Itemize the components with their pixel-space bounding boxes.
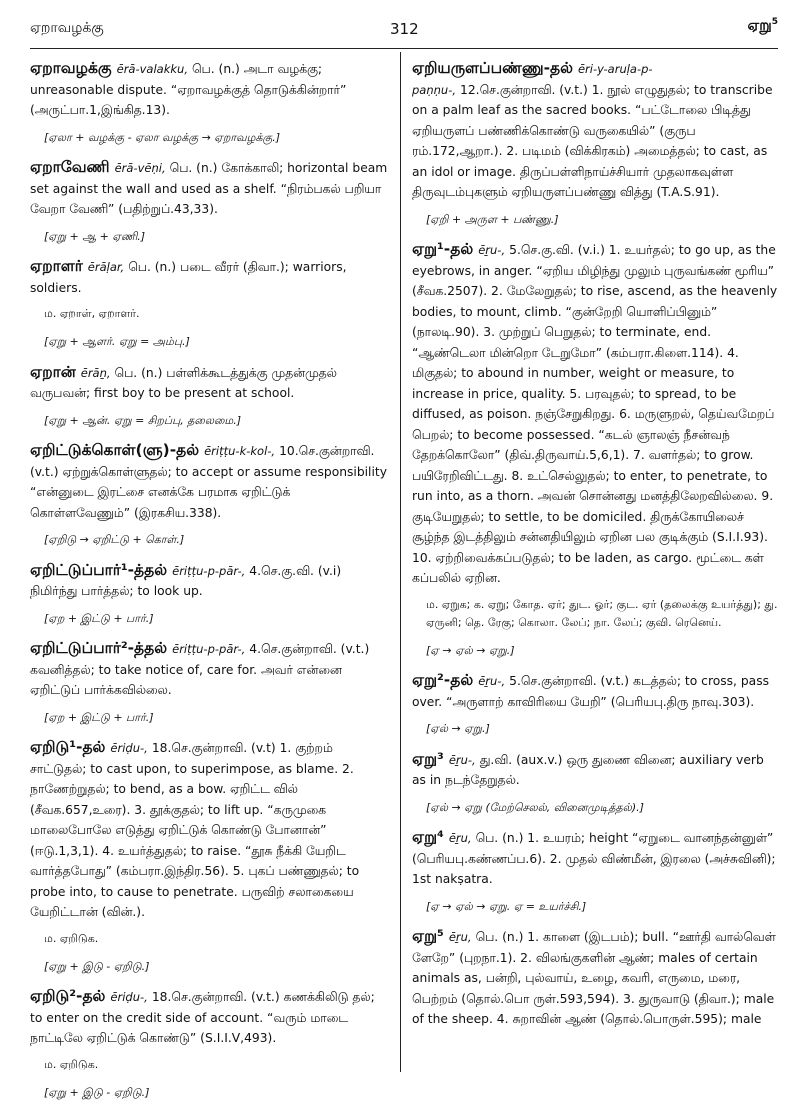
dictionary-entry bbox=[30, 986, 388, 1049]
transliteration: ērā-vēṇi, bbox=[114, 161, 166, 175]
dictionary-entry bbox=[412, 827, 778, 890]
entry-block bbox=[412, 749, 778, 819]
cognates: ம. ஏறிடுக. bbox=[44, 1057, 99, 1071]
dictionary-entry bbox=[30, 256, 388, 298]
dictionary-entry bbox=[30, 362, 388, 404]
page-header bbox=[30, 12, 778, 46]
definition: பெ. (n.) பள்ளிக்கூடத்துக்கு முதன்முதல் வருபவன்; first boy to be present at school. bbox=[30, 365, 337, 400]
transliteration: ērāḷar, bbox=[87, 260, 125, 274]
headword: ஏறு⁴ bbox=[412, 828, 444, 846]
header-rule bbox=[30, 48, 778, 49]
cognates: ம. ஏறிடுக. bbox=[44, 931, 99, 945]
entry-block bbox=[30, 362, 388, 432]
transliteration: ēṟu, bbox=[448, 930, 472, 944]
left-column bbox=[30, 58, 388, 1112]
entry-block bbox=[30, 560, 388, 630]
column-divider bbox=[400, 52, 401, 1072]
entry-block bbox=[412, 58, 778, 230]
headword: ஏறிடு¹-தல் bbox=[30, 738, 106, 756]
etymology: [ஏ → ஏல் → ஏறு. ஏ = உயர்ச்சி.] bbox=[426, 899, 587, 913]
entry-block bbox=[30, 157, 388, 247]
etymology: [ஏ → ஏல் → ஏறு.] bbox=[426, 643, 515, 657]
etymology: [ஏறி + அருள + பண்ணு.] bbox=[426, 212, 559, 226]
headword: ஏறாவேணி bbox=[30, 158, 110, 176]
right-guide-word bbox=[748, 16, 778, 36]
etymology: [ஏறு + ஆளர். ஏறு = அம்பு.] bbox=[44, 335, 190, 348]
definition: 5.செ.கு.வி. (v.i.) 1. உயர்தல்; to go up, as the eyebrows, in anger. “ஏறிய மிழிந்து முலும் புருவங்கண் மூரிய” (சீவக.2507). 2. மேலேறுதல்; to rise, ascend, as the heavenly bodies, to mount, climb. “குன்றேறி யொளிப்பினும்” (நாலடி.90). 3. முற்றுப் பெறுதல்; to terminate, end. “ஆண்டெலா மின்றொ டேறுமோ” (கம்பரா.கிளை.114). 4. மிகுதல்; to abound in number, weight or measure, to increase in price, quality. 5. பரவுதல்; to spread, to be diffused, as poison. நஞ்சேறுகிறது. 6. மருளுறல், தெய்வமேறப் பெறல்; to become possessed. “கடல் ஞாலஞ் நீசன்வந் தேறக்கொலோ” (திவ்.திருவாய்.5,6,1). 7. வளர்தல்; to grow. பயிரேறிவிட்டது. 8. உட்செல்லுதல்; to enter, to penetrate, to run into, as a thorn. அவன் சொன்னது மனத்திலேறவில்லை. 9. குடியேறுதல்; to settle, to be domiciled. திருக்கோயிலைச் சூழ்ந்த இடத்திலும் சன்னதியிலும் ஏறின பல குடிக்கும் (S.I.I.93). 10. ஏற்றிவைக்கப்படுதல்; to be laden, as cargo. மூட்டை கள் கப்பலில் ஏறின. bbox=[412, 243, 778, 585]
definition: 18.செ.குன்றாவி. (v.t.) கணக்கிலிடு தல்; to enter on the credit side of account. “வரும் மாடை நாட்டிலே ஏறிட்டுக் கொண்டு” (S.I.I.V,493). bbox=[30, 990, 375, 1045]
transliteration: ēṟu-, bbox=[478, 243, 506, 257]
cognates: ம. ஏறாள், ஏறாளர். bbox=[44, 307, 140, 320]
etymology: [ஏற + இட்டு + பார்.] bbox=[44, 611, 154, 625]
headword: ஏறு¹-தல் bbox=[412, 240, 474, 258]
definition: பெ. (n.) படை வீரர் (திவா.); warriors, soldiers. bbox=[30, 260, 347, 295]
transliteration: ēṟu, bbox=[448, 831, 472, 845]
right-guide-text: ஏறு bbox=[747, 16, 772, 34]
etymology: [ஏறிடு → ஏறிட்டு + கொள்.] bbox=[44, 533, 185, 546]
transliteration: ērāṉ, bbox=[80, 365, 111, 380]
dictionary-entry bbox=[30, 638, 388, 701]
headword: ஏறு²-தல் bbox=[412, 671, 474, 689]
transliteration: ērā-valakku, bbox=[116, 62, 188, 76]
headword: ஏறு⁵ bbox=[412, 927, 444, 945]
headword: ஏறிடு²-தல் bbox=[30, 987, 106, 1005]
etymology: [ஏறு + இடு - ஏறிடு.] bbox=[44, 1085, 150, 1099]
dictionary-entry bbox=[412, 926, 778, 1030]
definition: பெ. (n.) 1. உயரம்; height “ஏறுடை வானந்தன்னுள்” (பெரியபு.கண்ணப்ப.6). 2. முதல் விண்மீன், இரலை (அச்சுவினி); 1st nakṣatra. bbox=[412, 831, 776, 886]
headword: ஏறாவழக்கு bbox=[30, 59, 112, 77]
entry-block bbox=[30, 737, 388, 977]
etymology: [ஏற + இட்டு + பார்.] bbox=[44, 710, 154, 724]
right-guide-sup: 5 bbox=[771, 17, 778, 27]
dictionary-entry bbox=[412, 239, 778, 589]
headword: ஏறாளர் bbox=[30, 257, 83, 275]
dictionary-entry bbox=[30, 737, 388, 923]
transliteration: ēriṭṭu-p-pār-, bbox=[172, 563, 246, 578]
cognates: ம. ஏறுக; க. ஏறு; கோத. ஏர்; துட. ஓர்; குட. ஏர் (தலைக்கு உயர்த்து); து. ஏருனி; தெ. ரேகு; கொலா. லேப்; நா. லேப்; குவி. ரெனெய். bbox=[426, 597, 778, 629]
definition: பெ. (n.) 1. காளை (இடபம்); bull. “ஊர்தி வால்வெள் ளேறே” (புறநா.1). 2. விலங்குகளின் ஆண்; males of certain animals as, பன்றி, புல்வாய், உழை, கவரி, எருமை, மரை, பெற்றம் (தொல்.பொ ருள்.593,594). 3. துருவாடு (திவா.); male of the sheep. 4. சுறாவின் ஆண் (தொல்.பொருள்.595); male bbox=[412, 930, 776, 1026]
definition: 4.செ.குன்றாவி. (v.t.) கவனித்தல்; to take notice of, care for. அவர் என்னை ஏறிட்டுப் பார்க்கவில்லை. bbox=[30, 642, 370, 697]
dictionary-entry bbox=[412, 749, 778, 791]
definition: 5.செ.குன்றாவி. (v.t.) கடத்தல்; to cross, pass over. “அருளாற் காவிரியை யேறி” (பெரியபு.திரு நாவு.303). bbox=[412, 674, 770, 709]
entry-block bbox=[412, 926, 778, 1030]
definition: பெ. (n.) அடா வழக்கு; unreasonable dispute. “ஏறாவழக்குத் தொடுக்கின்றார்” (அருட்பா.1,இங்கித.13). bbox=[30, 62, 347, 117]
definition: 10.செ.குன்றாவி. (v.t.) ஏற்றுக்கொள்ளுதல்; to accept or assume responsibility “என்னுடை இரட்சை எனக்கே பரமாக ஏறிட்டுக் கொள்ளவேணும்” (இரகசிய.338). bbox=[30, 444, 387, 520]
definition: 4.செ.கு.வி. (v.i) நிமிர்ந்து பார்த்தல்; to look up. bbox=[30, 563, 342, 598]
headword: ஏறிட்டுக்கொள்(ளு)-தல் bbox=[30, 441, 200, 459]
transliteration: ēriṭṭu-p-pār-, bbox=[172, 642, 246, 656]
page-number: 312 bbox=[390, 20, 419, 38]
entry-block bbox=[412, 670, 778, 740]
transliteration: ēṟu-, bbox=[478, 674, 506, 688]
transliteration: ēriṭṭu-k-kol-, bbox=[204, 444, 276, 458]
etymology: [ஏறு + ஆ + ஏணி.] bbox=[44, 229, 146, 243]
headword: ஏறிட்டுப்பார்²-த்தல் bbox=[30, 639, 168, 657]
entry-block bbox=[30, 986, 388, 1103]
transliteration: ēri-y-aruḷa-p-paṇṇu-, bbox=[412, 62, 653, 97]
etymology: [ஏறு + இடு - ஏறிடு.] bbox=[44, 959, 150, 973]
definition: 18.செ.குன்றாவி. (v.t) 1. குற்றம் சாட்டுதல்; to cast upon, to superimpose, as blame. 2. நாணேற்றுதல்; to bend, as a bow. ஏறிட்ட வில் (சீவக.657,உரை). 3. தூக்குதல்; to lift up. “கருமுகை மாலைபோலே எடுத்து ஏறிட்டுக் கொண்டு போனான்” (ஈடு.1,3,1). 4. உயர்த்துதல்; to raise. “தூசு நீக்கி யேறிட வார்த்தபோது” (கம்பரா.இந்திர.56). 5. புகப் பண்ணுதல்; to probe into, to cause to penetrate. பருவிற் சலாகையை யேறிட்டான் (வின்.). bbox=[30, 741, 360, 919]
transliteration: ēriḍu-, bbox=[110, 990, 148, 1004]
headword: ஏறிட்டுப்பார்¹-த்தல் bbox=[30, 560, 168, 579]
transliteration: ēriḍu-, bbox=[110, 741, 148, 755]
etymology: [ஏல் → ஏறு (மேற்செலல், வினைமுடித்தல்).] bbox=[426, 800, 644, 814]
entry-block bbox=[412, 827, 778, 917]
dictionary-entry bbox=[30, 157, 388, 220]
headword: ஏறு³ bbox=[412, 749, 444, 768]
entry-block bbox=[30, 638, 388, 728]
right-column bbox=[412, 58, 778, 1037]
entry-block bbox=[412, 239, 778, 661]
dictionary-entry bbox=[412, 670, 778, 712]
transliteration: ēṟu-, bbox=[448, 752, 476, 767]
etymology: [ஏறு + ஆன். ஏறு = சிறப்பு, தலைமை.] bbox=[44, 413, 242, 427]
entry-block bbox=[30, 256, 388, 353]
dictionary-entry bbox=[412, 58, 778, 203]
dictionary-entry bbox=[30, 440, 388, 523]
entry-block bbox=[30, 440, 388, 551]
dictionary-entry bbox=[30, 58, 388, 121]
headword: ஏறான் bbox=[30, 362, 76, 381]
definition: து.வி. (aux.v.) ஒரு துணை வினை; auxiliary verb as in நடந்தேறுதல். bbox=[412, 752, 764, 787]
left-guide-word: ஏறாவழக்கு bbox=[30, 20, 104, 36]
definition: 12.செ.குன்றாவி. (v.t.) 1. நூல் எழுதுதல்; to transcribe on a palm leaf as the sacred books. “பட்டோலை பிடித்து ஏறியருளப் பண்ணிக்கொண்டு வருகையில்” (குருப ரம்.172,ஆறா.). 2. படிமம் (விக்கிரகம்) அமைத்தல்; to cast, as an idol or image. திருப்பள்ளிநாய்ச்சியார் முதலாகவுள்ள திருவுடம்புகளும் ஏறியருளப்பண்ணு வித்து (T.A.S.91). bbox=[412, 82, 773, 199]
etymology: [ஏல் → ஏறு.] bbox=[426, 722, 490, 735]
headword: ஏறியருளப்பண்ணு-தல் bbox=[412, 59, 573, 77]
etymology: [ஏலா + வழக்கு - ஏலா வழக்கு → ஏறாவழக்கு.] bbox=[44, 130, 281, 144]
entry-block bbox=[30, 58, 388, 148]
dictionary-entry bbox=[30, 560, 388, 602]
definition: பெ. (n.) கோக்காலி; horizontal beam set against the wall and used as a shelf. “நிரம்பகல் பறியா வேறா வேணி” (பதிற்றுப்.43,33). bbox=[30, 161, 388, 216]
